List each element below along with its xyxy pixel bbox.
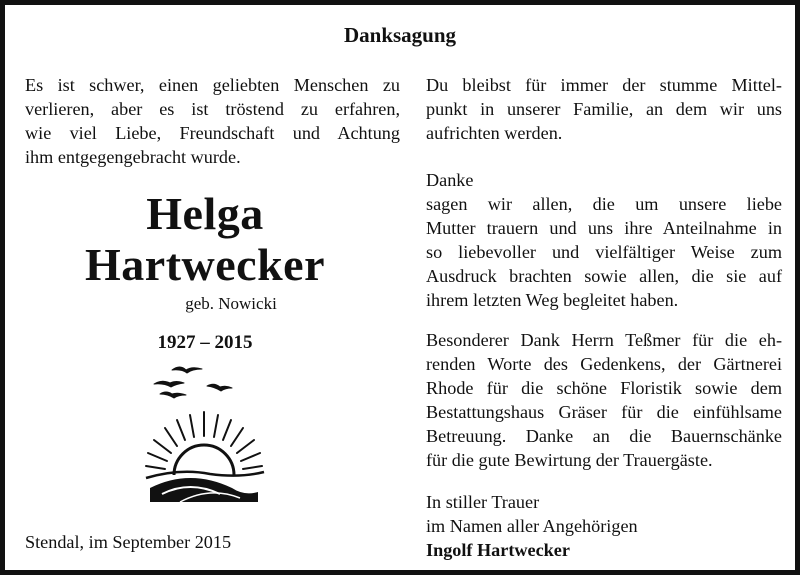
signature-block	[426, 490, 782, 562]
text-line: punkt in unserer Familie, an dem wir uns	[426, 99, 782, 119]
intro-line: wie viel Liebe, Freundschaft und Achtung	[25, 123, 400, 143]
intro-line: verlieren, aber es ist tröstend zu erfahren,	[25, 99, 400, 119]
text-line: Bestattungshaus Gräser für die einfühlsame	[426, 402, 782, 422]
heading: Danksagung	[343, 23, 457, 47]
danke-paragraph	[426, 168, 782, 312]
text-line: so liebevoller und vielfältiger Weise zum	[426, 242, 782, 262]
text-line: renden Worte des Gedenkens, der Gärtnerei	[426, 354, 782, 374]
text-line: ihrem letzten Weg begleitet haben.	[426, 290, 679, 310]
life-years: 1927 – 2015	[157, 332, 253, 353]
place-date: Stendal, im September 2015	[25, 532, 232, 552]
birth-name: geb. Nowicki	[185, 294, 277, 313]
opening-paragraph	[426, 73, 782, 145]
text-line: Du bleibst für immer der stumme Mittel-	[426, 75, 782, 95]
signer-name: Ingolf Hartwecker	[426, 540, 570, 560]
sunset-birds-icon	[140, 360, 270, 515]
first-name: Helga	[146, 188, 264, 239]
text-line: Rhode für die schöne Floristik sowie dem	[426, 378, 782, 398]
sign-line: im Namen aller Angehörigen	[426, 516, 638, 536]
text-line: Mutter trauern und uns ihre Anteilnahme in	[426, 218, 782, 238]
text-line: aufrichten werden.	[426, 123, 563, 143]
text-line: Betreuung. Danke an die Bauernschänke	[426, 426, 782, 446]
text-line: sagen wir allen, die um unsere liebe	[426, 194, 782, 214]
last-name: Hartwecker	[85, 239, 325, 290]
text-line: Besonderer Dank Herrn Teßmer für die eh-	[426, 330, 782, 350]
text-line: für die gute Bewirtung der Trauergäste.	[426, 450, 713, 470]
special-thanks-paragraph	[426, 328, 782, 472]
deceased-name-block	[5, 188, 405, 314]
sign-line: In stiller Trauer	[426, 492, 540, 512]
text-line: Ausdruck brachten sowie allen, die sie auf	[426, 266, 782, 286]
danke-word: Danke	[426, 170, 474, 190]
intro-text	[25, 73, 400, 169]
intro-line: Es ist schwer, einen geliebten Menschen zu	[25, 75, 400, 95]
intro-line: ihm entgegengebracht wurde.	[25, 147, 241, 167]
